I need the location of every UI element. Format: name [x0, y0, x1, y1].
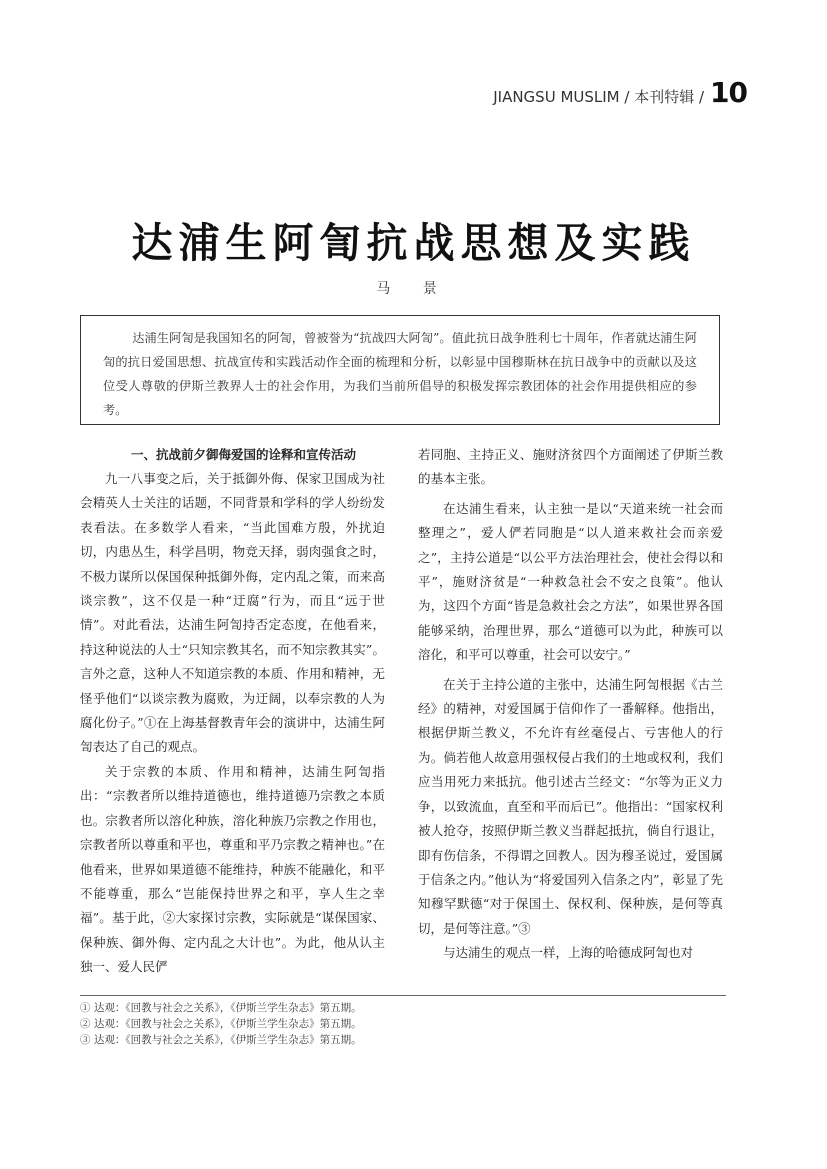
body-paragraph: 与达浦生的观点一样，上海的哈德成阿訇也对	[443, 945, 694, 961]
left-column	[80, 443, 385, 980]
journal-name: JIANGSU MUSLIM / 本刊特辑 /	[493, 88, 705, 106]
running-header	[493, 76, 747, 109]
body-paragraph: 关于宗教的本质、作用和精神，达浦生阿訇指出：“宗教者所以维持道德也，维持道德乃宗教之本质也。宗教者所以溶化种族，溶化种族乃宗教之作用也，宗教者所以尊重和平也，尊重和平乃宗教之精神也。”在他看来，世界如果道德不能维持，种族不能融化，和平不能尊重，那么“岂能保持世界之和平，享人生之幸福”。基于此，②大家探讨宗教，实际就是“谋保国家、保种族、御外侮、定内乱之大计也”。为此，他从认主独一、爱人民俨	[80, 763, 385, 975]
body-paragraph: 若同胞、主持正义、施财济贫四个方面阐述了伊斯兰教的基本主张。	[418, 447, 723, 487]
body-paragraph: 在达浦生看来，认主独一是以“天道来统一社会而整理之”，爱人俨若同胞是“以人道来救社会而亲爱之”，主持公道是“以公平方法治理社会，使社会得以和平”，施财济贫是“一种救急社会不安之良策”。他认为，这四个方面“皆是急救社会之方法”，如果世界各国能够采纳，治理世界，那么“道德可以为此，种族可以溶化，和平可以尊重，社会可以安宁。”	[418, 500, 723, 663]
footnote: ① 达观：《回教与社会之关系》，《伊斯兰学生杂志》第五期。	[80, 1002, 362, 1014]
footnote: ② 达观：《回教与社会之关系》，《伊斯兰学生杂志》第五期。	[80, 1018, 362, 1030]
footnote-divider	[80, 995, 726, 996]
body-paragraph: 在关于主持公道的主张中，达浦生阿訇根据《古兰经》的精神，对爱国属于信仰作了一番解释。他指出，根据伊斯兰教义，不允许有丝毫侵占、亏害他人的行为。倘若他人故意用强权侵占我们的土地或权利，我们应当用死力来抵抗。他引述古兰经文：“尔等为正义力争，以致流血，直至和平而后已”。他指出：“国家权利被人抢夺，按照伊斯兰教义当群起抵抗，倘自行退让，即有伤信条，不得谓之回教人。因为穆圣说过，爱国属于信条之内。”他认为“将爱国列入信条之内”，彰显了先知穆罕默德“对于保国土、保权利、保种族，是何等真切，是何等注意。”③	[418, 676, 723, 936]
abstract-box: 达浦生阿訇是我国知名的阿訇，曾被誉为“抗战四大阿訇”。值此抗日战争胜利七十周年，作者就达浦生阿訇的抗日爱国思想、抗战宣传和实践活动作全面的梳理和分析，以彰显中国穆斯林在抗日战争中的贡献以及这位受人尊敬的伊斯兰教界人士的社会作用，为我们当前所倡导的积极发挥宗教团体的社会作用提供相应的参考。	[80, 315, 720, 425]
right-column	[418, 443, 723, 966]
section-heading: 一、抗战前夕御侮爱国的诠释和宣传活动	[131, 447, 357, 462]
body-paragraph: 九一八事变之后，关于抵御外侮、保家卫国成为社会精英人士关注的话题，不同背景和学科的学人纷纷发表看法。在多数学人看来，“当此国难方殷，外扰迫切，内患丛生，科学昌明，物竞天择，弱肉强食之时，不极力谋所以保国保种抵御外侮，定内乱之策，而来高谈宗教”，这不仅是一种“迂腐”行为，而且“远于世情”。对此看法，达浦生阿訇持否定态度，在他看来，持这种说法的人士“只知宗教其名，而不知宗教其实”。言外之意，这种人不知道宗教的本质、作用和精神，无怪乎他们“以谈宗教为腐败，为迂阔，以奉宗教的人为腐化份子。”①在上海基督教青年会的演讲中，达浦生阿訇表达了自己的观点。	[80, 471, 385, 755]
footnote: ③ 达观：《回教与社会之关系》，《伊斯兰学生杂志》第五期。	[80, 1034, 362, 1046]
page-number: 10	[710, 76, 747, 109]
footnotes	[80, 1000, 362, 1048]
article-title: 达浦生阿訇抗战思想及实践	[131, 219, 696, 267]
article-author: 马 景	[376, 281, 451, 297]
